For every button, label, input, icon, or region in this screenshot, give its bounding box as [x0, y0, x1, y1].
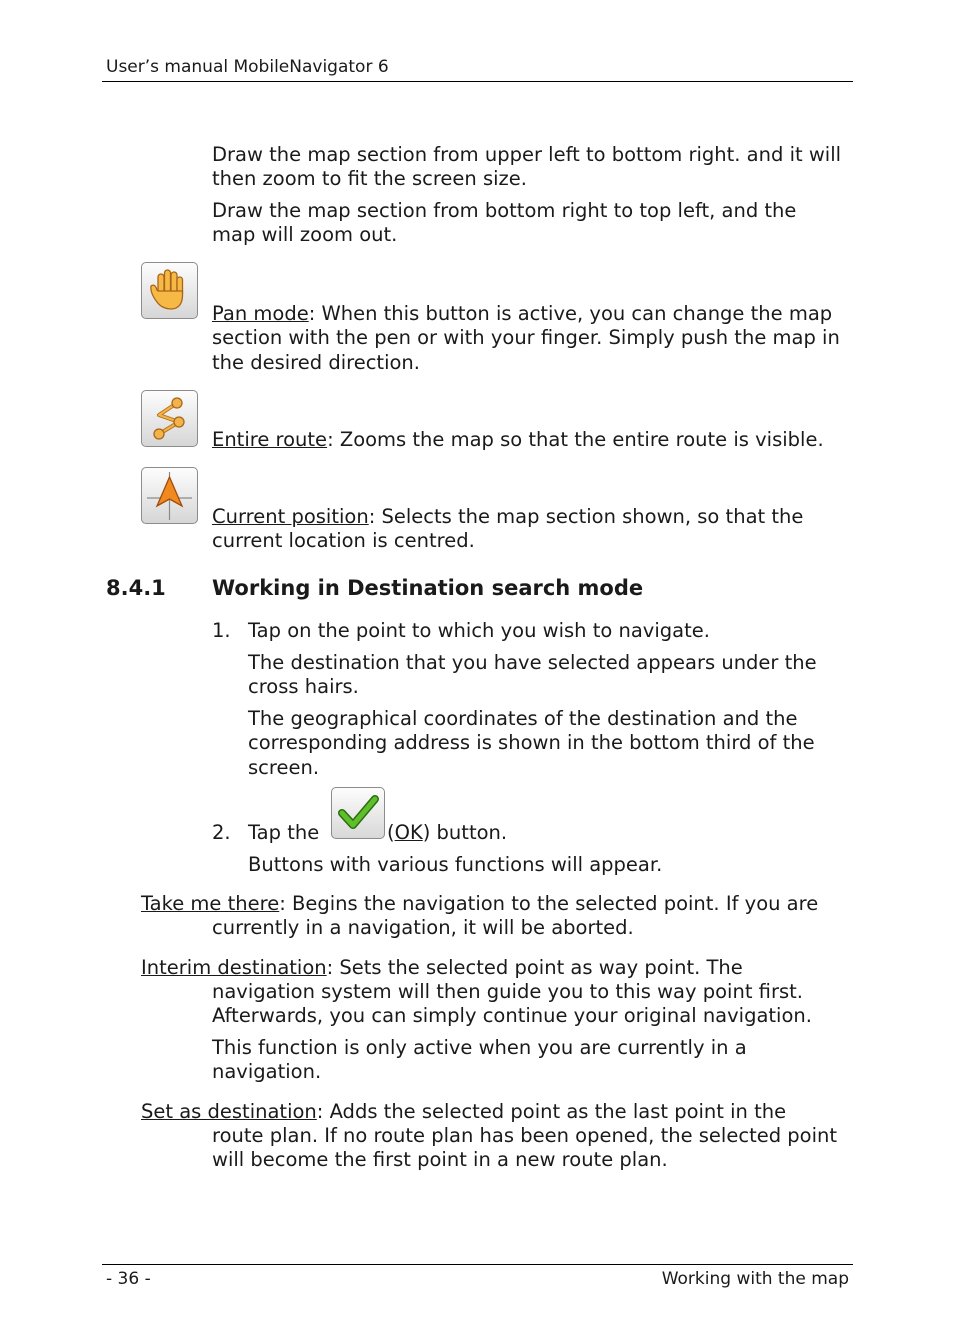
entire-route-term: Entire route	[212, 428, 328, 451]
route-icon	[142, 391, 197, 446]
take-me-there-term: Take me there	[141, 892, 280, 915]
current-position-description: Current position: Selects the map section shown, so that the current location is centred.	[212, 505, 804, 553]
current-position-icon	[142, 468, 197, 523]
intro-paragraph: Draw the map section from upper left to bottom right. and it will then zoom to fit the screen size.	[212, 143, 842, 191]
step-note: Buttons with various functions will appear.	[248, 853, 663, 876]
hand-icon	[142, 263, 197, 318]
step-note: The destination that you have selected appears under the cross hairs.	[248, 651, 817, 699]
ok-label: OK	[394, 821, 423, 844]
step-text: Tap on the point to which you wish to navigate.	[248, 619, 710, 642]
section-title: Working in Destination search mode	[212, 576, 644, 600]
checkmark-icon	[332, 788, 384, 838]
header-rule	[102, 81, 853, 82]
set-as-destination-continued: route plan. If no route plan has been opened, the selected point will become the first point in a new route plan.	[212, 1124, 838, 1172]
entire-route-button[interactable]	[141, 390, 198, 447]
running-header: User’s manual MobileNavigator 6	[106, 57, 389, 77]
step-number: 2.	[212, 821, 231, 844]
footer-rule	[102, 1264, 853, 1265]
pan-mode-button[interactable]	[141, 262, 198, 319]
ok-button[interactable]	[331, 787, 385, 839]
chapter-title: Working with the map	[661, 1269, 849, 1289]
interim-destination-continued: navigation system will then guide you to this way point first. Afterwards, you can simply continue your original navigation.	[212, 980, 812, 1028]
take-me-there-continued: currently in a navigation, it will be aborted.	[212, 916, 634, 939]
pan-mode-description: Pan mode: When this button is active, you can change the map section with the pen or with your finger. Simply push the map in the desired direction.	[212, 302, 840, 374]
step-text: Tap the	[248, 821, 320, 844]
interim-destination-term: Interim destination	[141, 956, 327, 979]
page-number: - 36 -	[106, 1269, 151, 1289]
interim-destination-note: This function is only active when you are currently in a navigation.	[212, 1036, 747, 1084]
current-position-button[interactable]	[141, 467, 198, 524]
intro-paragraph: Draw the map section from bottom right to top left, and the map will zoom out.	[212, 199, 797, 247]
step-note: The geographical coordinates of the destination and the corresponding address is shown in the bottom third of the screen.	[248, 707, 815, 779]
set-as-destination-term: Set as destination	[141, 1100, 317, 1123]
interim-destination-description: Interim destination: Sets the selected point as way point. The	[141, 956, 743, 979]
take-me-there-description: Take me there: Begins the navigation to the selected point. If you are	[141, 892, 819, 915]
step-number: 1.	[212, 619, 231, 642]
current-position-term: Current position	[212, 505, 369, 528]
pan-mode-term: Pan mode	[212, 302, 309, 325]
entire-route-description: Entire route: Zooms the map so that the entire route is visible.	[212, 428, 824, 451]
section-number: 8.4.1	[106, 576, 166, 600]
set-as-destination-description: Set as destination: Adds the selected point as the last point in the	[141, 1100, 787, 1123]
step-text-after: (OK) button.	[387, 821, 508, 844]
